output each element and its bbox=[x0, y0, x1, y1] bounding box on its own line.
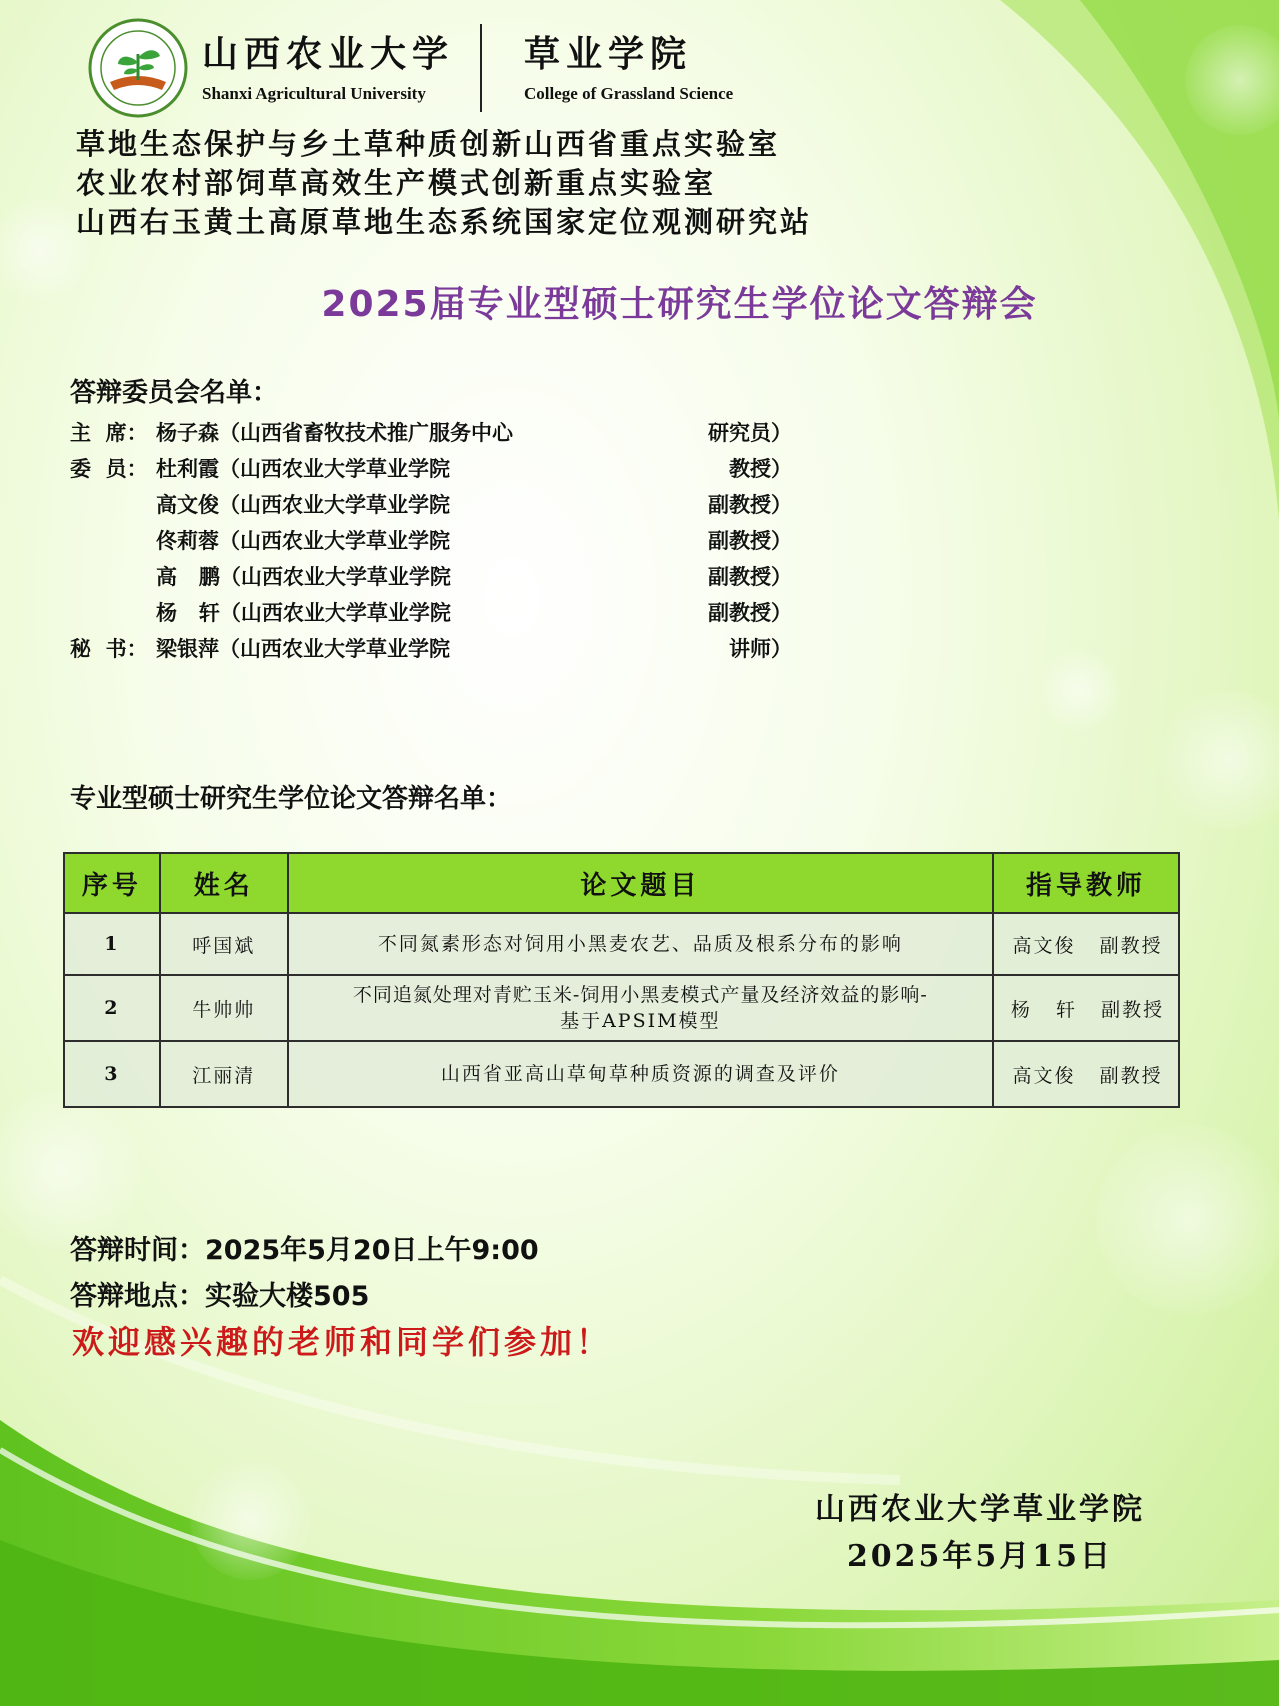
defense-time-value: 2025年5月20日上午9:00 bbox=[205, 1235, 539, 1266]
lab-name: 农业农村部饲草高效生产模式创新重点实验室 bbox=[76, 166, 717, 200]
thesis-title-cell bbox=[288, 975, 993, 1041]
defense-time bbox=[70, 1228, 539, 1267]
committee-row bbox=[70, 415, 792, 451]
thesis-title-cell bbox=[288, 913, 993, 975]
thesis-title-line: 不同追氮处理对青贮玉米-饲用小黑麦模式产量及经济效益的影响- bbox=[352, 984, 928, 1006]
committee-role bbox=[70, 559, 156, 595]
university-name-block bbox=[202, 32, 454, 104]
committee-role bbox=[70, 487, 156, 523]
committee-member: 杨 轩（山西农业大学草业学院 bbox=[156, 601, 451, 625]
advisor-cell: 杨 轩 副教授 bbox=[993, 975, 1179, 1041]
committee-role bbox=[70, 595, 156, 631]
defense-place-label: 答辩地点： bbox=[70, 1281, 205, 1312]
welcome-message: 欢迎感兴趣的老师和同学们参加！ bbox=[72, 1323, 613, 1361]
thesis-title-line: 不同氮素形态对饲用小黑麦农艺、品质及根系分布的影响 bbox=[377, 933, 903, 955]
column-header-seq: 序号 bbox=[64, 853, 160, 913]
college-name-block bbox=[524, 32, 733, 104]
table-row bbox=[64, 1041, 1179, 1107]
university-logo-icon bbox=[88, 18, 188, 118]
committee-role: 委 员： bbox=[70, 457, 148, 481]
committee-role bbox=[70, 523, 156, 559]
committee-member-title: 讲师） bbox=[729, 637, 792, 661]
committee-row bbox=[70, 487, 792, 523]
committee-member-title: 副教授） bbox=[708, 493, 792, 517]
committee-member: 梁银萍（山西农业大学草业学院 bbox=[156, 637, 450, 661]
seq-cell: 2 bbox=[64, 975, 160, 1041]
column-header-thesis: 论文题目 bbox=[288, 853, 993, 913]
seq-cell: 1 bbox=[64, 913, 160, 975]
committee-row bbox=[70, 523, 792, 559]
column-header-name: 姓名 bbox=[160, 853, 288, 913]
seq-cell: 3 bbox=[64, 1041, 160, 1107]
table-header-row bbox=[64, 853, 1179, 913]
committee-row bbox=[70, 559, 792, 595]
defense-list-heading: 专业型硕士研究生学位论文答辩名单： bbox=[70, 784, 513, 814]
header bbox=[88, 18, 733, 118]
thesis-title-cell bbox=[288, 1041, 993, 1107]
header-divider bbox=[480, 24, 482, 112]
committee-member-title: 副教授） bbox=[708, 529, 792, 553]
lab-list bbox=[76, 125, 812, 242]
defense-place bbox=[70, 1274, 369, 1313]
college-name-en: College of Grassland Science bbox=[524, 84, 734, 103]
committee-member: 高 鹏（山西农业大学草业学院 bbox=[156, 565, 451, 589]
college-name-cn: 草业学院 bbox=[524, 33, 693, 75]
committee-member: 杜利霞（山西农业大学草业学院 bbox=[156, 457, 450, 481]
column-header-advisor: 指导教师 bbox=[993, 853, 1179, 913]
student-name-cell: 呼国斌 bbox=[160, 913, 288, 975]
defense-place-value: 实验大楼505 bbox=[205, 1281, 370, 1312]
committee-row bbox=[70, 595, 792, 631]
thesis-title-line: 山西省亚高山草甸草种质资源的调查及评价 bbox=[440, 1063, 840, 1085]
student-name-cell: 牛帅帅 bbox=[160, 975, 288, 1041]
advisor-cell: 高文俊 副教授 bbox=[993, 913, 1179, 975]
signature-date: 2025年5月15日 bbox=[846, 1539, 1114, 1574]
advisor-cell: 高文俊 副教授 bbox=[993, 1041, 1179, 1107]
university-name-en: Shanxi Agricultural University bbox=[202, 84, 426, 103]
table-row bbox=[64, 913, 1179, 975]
committee-member: 高文俊（山西农业大学草业学院 bbox=[156, 493, 450, 517]
committee-row bbox=[70, 451, 792, 487]
committee-member-title: 副教授） bbox=[708, 565, 792, 589]
university-name-cn: 山西农业大学 bbox=[202, 33, 455, 75]
defense-time-label: 答辩时间： bbox=[70, 1235, 205, 1266]
thesis-title-line-2: 基于APSIM模型 bbox=[560, 1010, 721, 1032]
committee-list bbox=[70, 415, 792, 667]
committee-member: 佟莉蓉（山西农业大学草业学院 bbox=[156, 529, 450, 553]
committee-row bbox=[70, 631, 792, 667]
signature-org: 山西农业大学草业学院 bbox=[815, 1492, 1145, 1527]
committee-member: 杨子森（山西省畜牧技术推广服务中心 bbox=[156, 421, 513, 445]
defense-table bbox=[63, 852, 1180, 1108]
committee-member-title: 副教授） bbox=[708, 601, 792, 625]
lab-name: 草地生态保护与乡土草种质创新山西省重点实验室 bbox=[76, 127, 781, 161]
committee-member-title: 研究员） bbox=[708, 421, 792, 445]
committee-member-title: 教授） bbox=[729, 457, 792, 481]
committee-role: 主 席： bbox=[70, 421, 148, 445]
committee-heading: 答辩委员会名单： bbox=[70, 378, 279, 408]
committee-role: 秘 书： bbox=[70, 637, 148, 661]
table-row bbox=[64, 975, 1179, 1041]
student-name-cell: 江丽清 bbox=[160, 1041, 288, 1107]
lab-name: 山西右玉黄土高原草地生态系统国家定位观测研究站 bbox=[76, 205, 813, 239]
page-title: 2025届专业型硕士研究生学位论文答辩会 bbox=[321, 284, 1038, 325]
